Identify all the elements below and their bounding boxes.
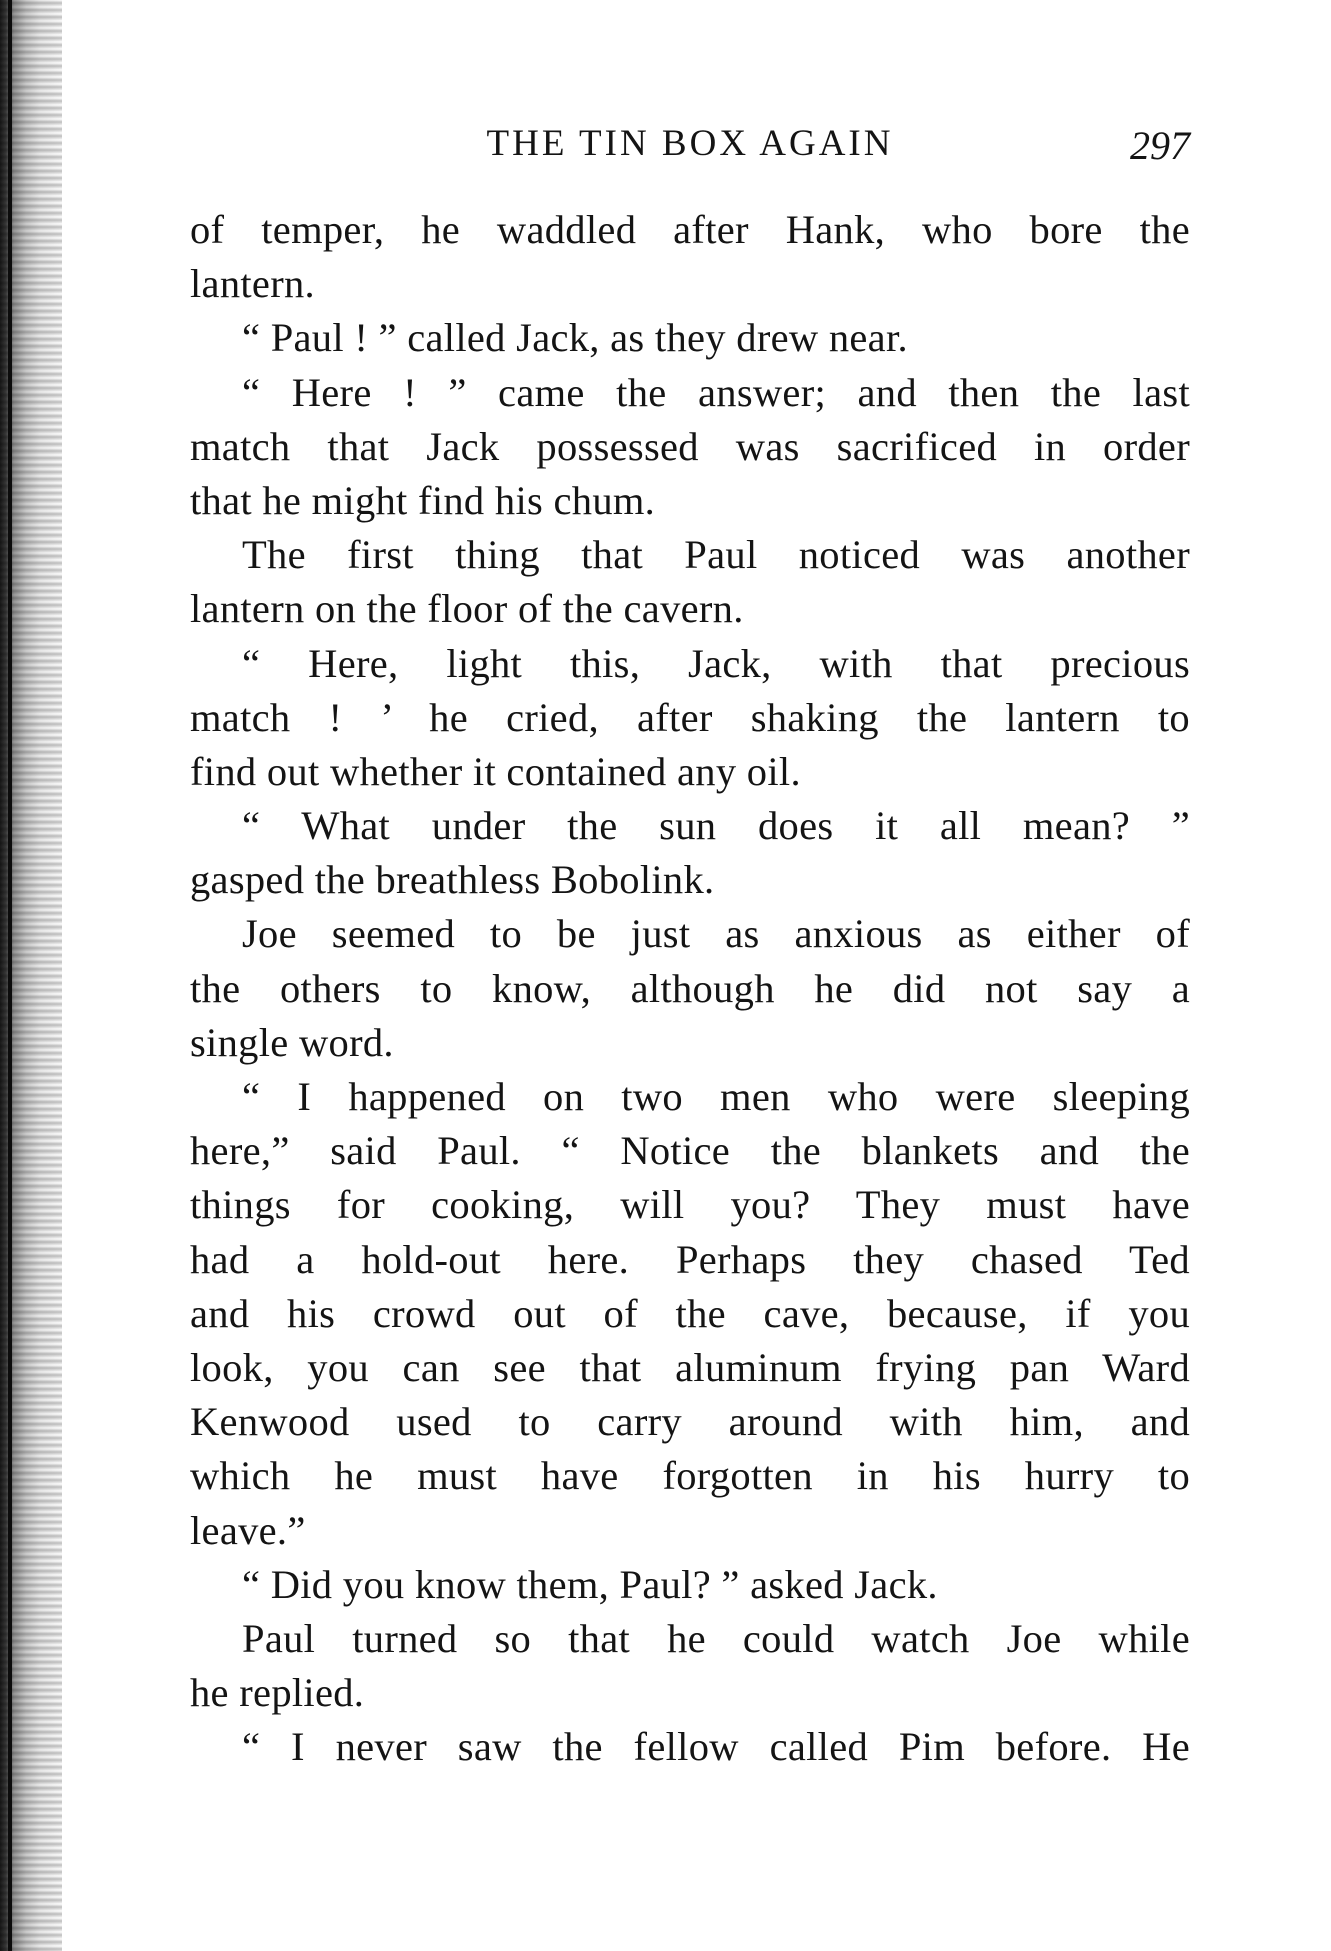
- text-line: “ Paul ! ” called Jack, as they drew near.: [242, 315, 908, 361]
- text-line: the others to know, although he did not say a: [190, 965, 1190, 1011]
- text-line: look, you can see that aluminum frying pan Ward: [190, 1344, 1190, 1390]
- text-line: and his crowd out of the cave, because, if you: [190, 1290, 1190, 1336]
- text-line: which he must have forgotten in his hurry to: [190, 1453, 1190, 1499]
- text-line: “ I never saw the fellow called Pim before. He: [242, 1724, 1190, 1770]
- text-line: leave.”: [190, 1507, 306, 1553]
- text-line: single word.: [190, 1019, 394, 1065]
- text-line: “ Here, light this, Jack, with that precious: [242, 640, 1190, 686]
- text-line: “ What under the sun does it all mean? ”: [242, 803, 1190, 849]
- text-line: Joe seemed to be just as anxious as either of: [242, 911, 1190, 957]
- text-line: The first thing that Paul noticed was another: [242, 532, 1190, 578]
- text-line: gasped the breathless Bobolink.: [190, 857, 715, 903]
- text-line: “ I happened on two men who were sleeping: [242, 1074, 1190, 1119]
- text-line: match ! ’ he cried, after shaking the lantern to: [190, 694, 1190, 740]
- text-line: that he might find his chum.: [190, 477, 656, 523]
- text-line: of temper, he waddled after Hank, who bore the: [190, 207, 1190, 252]
- body-text: [190, 203, 1190, 1774]
- text-line: had a hold-out here. Perhaps they chased Ted: [190, 1236, 1190, 1282]
- text-line: here,” said Paul. “ Notice the blankets and the: [190, 1128, 1190, 1174]
- text-line: find out whether it contained any oil.: [190, 748, 801, 794]
- text-line: “ Here ! ” came the answer; and then the last: [242, 369, 1190, 415]
- binding-shadow-line: [8, 0, 12, 1951]
- text-line: “ Did you know them, Paul? ” asked Jack.: [242, 1561, 938, 1607]
- text-line: lantern on the floor of the cavern.: [190, 586, 744, 632]
- running-title: THE TIN BOX AGAIN: [486, 123, 894, 164]
- text-line: match that Jack possessed was sacrificed in order: [190, 423, 1190, 469]
- text-line: he replied.: [190, 1670, 365, 1716]
- text-line: lantern.: [190, 261, 315, 307]
- page-header: [190, 118, 1190, 170]
- text-line: Kenwood used to carry around with him, and: [190, 1399, 1190, 1445]
- page-number: 297: [1130, 123, 1190, 168]
- text-line: Paul turned so that he could watch Joe while: [242, 1615, 1190, 1661]
- text-line: things for cooking, will you? They must have: [190, 1182, 1190, 1228]
